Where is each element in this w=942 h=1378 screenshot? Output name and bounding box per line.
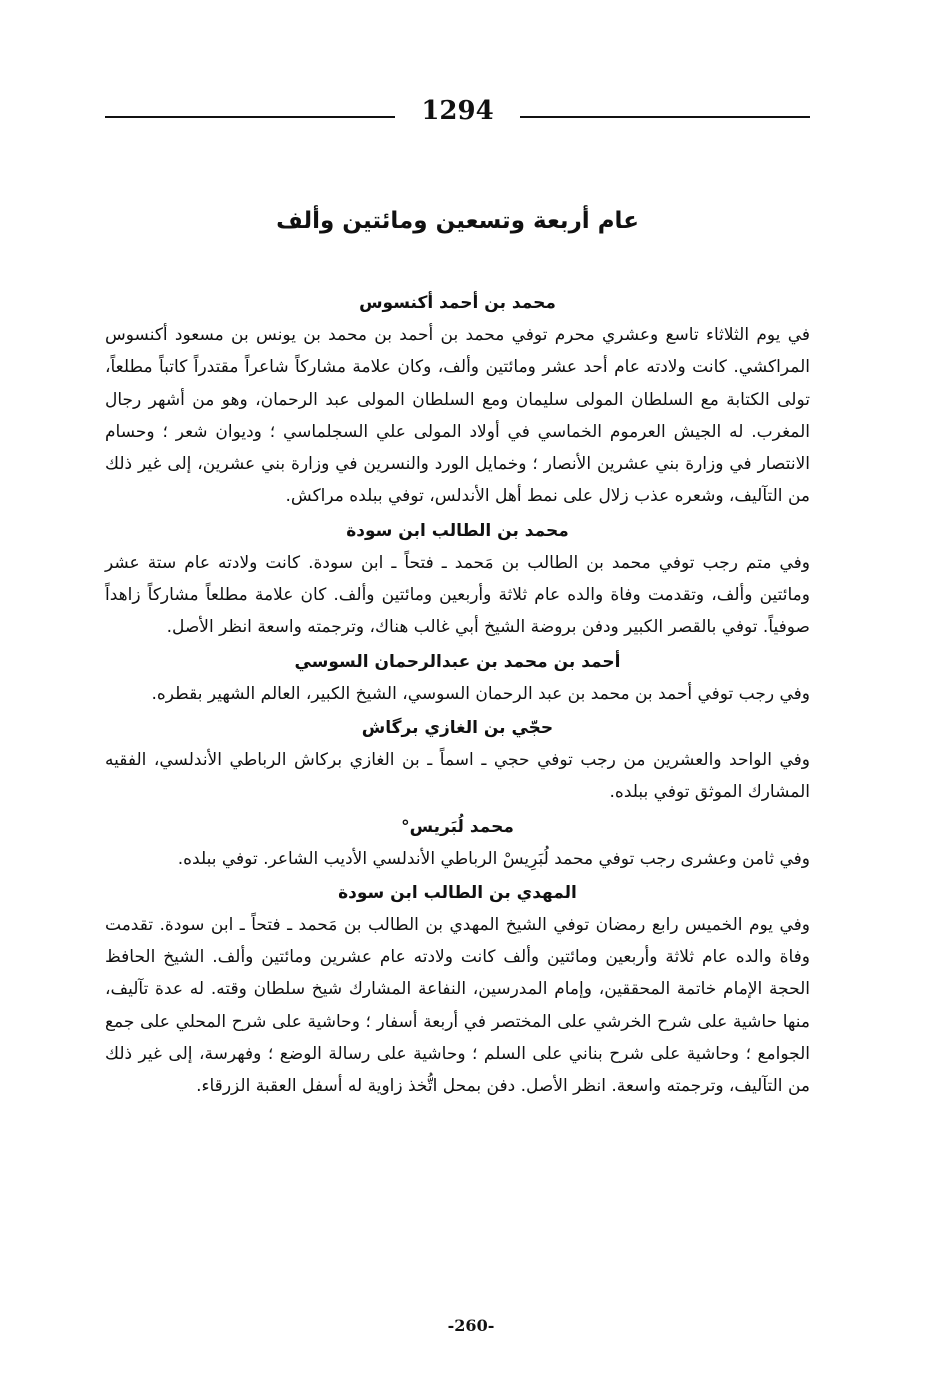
header-rule-right (520, 116, 810, 118)
entry-title: المهدي بن الطالب ابن سودة (338, 882, 577, 903)
entry-title: حجّي بن الغازي برگاش (361, 717, 554, 738)
entry-body: وفي الواحد والعشرين من رجب توفي حجي ـ اسماً ـ بن الغازي بركاش الرباطي الأندلسي، الفقيه المشارك الموثق توفي ببلده. (105, 749, 810, 803)
entry-body: وفي يوم الخميس رابع رمضان توفي الشيخ المهدي بن الطالب بن مَحمد ـ فتحاً ـ ابن سودة. تقدمت وفاة والده عام ثلاثة وأربعين ومائتين وألف كانت ولادته عام عشرين ومائتين وألف. الشيخ الحافظ الحجة الإمام خاتمة المحققين، وإمام المدرسين، النفاعة المشارك شيخ سلطان وقته. له عدة تآليف، منها حاشية على شرح الخرشي على المختصر في أربعة أسفار ؛ وحاشية على شرح المحلي على جمع الجوامع ؛ وحاشية على شرح بناني على السلم ؛ وحاشية على رسالة الوضع ؛ وفهرسة، إلى غير ذلك من التآليف، وترجمته واسعة. انظر الأصل. دفن بمحل اتُّخذ زاوية له أسفل العقبة الزرقاء. (105, 914, 810, 1097)
entry-title: محمد بن الطالب ابن سودة (346, 520, 569, 541)
entry-body: وفي متم رجب توفي محمد بن الطالب بن مَحمد ـ فتحاً ـ ابن سودة. كانت ولادته عام ستة عشر ومائتين وألف، وتقدمت وفاة والده عام ثلاثة وأربعين ومائتين وألف. كان علامة مطلعاً مشاركاً زاهداً صوفياً. توفي بالقصر الكبير ودفن بروضة الشيخ أبي غالب هناك، وترجمته واسعة انظر الأصل. (105, 552, 810, 638)
entry-title: محمد لُبَريس° (401, 816, 514, 837)
entry (105, 515, 810, 644)
page-header (105, 96, 810, 130)
entry (105, 877, 810, 1103)
entry (105, 646, 810, 710)
entry-body: في يوم الثلاثاء تاسع وعشري محرم توفي محمد بن أحمد بن محمد بن يونس بن مسعود أكنسوس المراكشي. كانت ولادته عام أحد عشر ومائتين وألف، وكان علامة مشاركاً شاعراً مقتدراً كاتباً مطلعاً، تولى الكتابة مع السلطان المولى سليمان ومع السلطان المولى عبد الرحمان، وهو من أشهر رجال المغرب. له الجيش العرموم الخماسي في أولاد المولى علي السجلماسي ؛ وديوان شعر ؛ وحسام الانتصار في وزارة بني عشرين الأنصار ؛ وخمايل الورد والنسرين في وزارة بني عشرين، إلى غير ذلك من التآليف، وشعره عذب زلال على نمط أهل الأندلس، توفي ببلده مراكش. (105, 325, 810, 507)
header-year-number: 1294 (421, 96, 494, 126)
entry-body: وفي ثامن وعشرى رجب توفي محمد لُبَرِيسْ الرباطي الأندلسي الأديب الشاعر. توفي ببلده. (177, 848, 810, 869)
entry-title: أحمد بن محمد بن عبدالرحمان السوسي (294, 651, 621, 672)
entry-body: وفي رجب توفي أحمد بن محمد بن عبد الرحمان السوسي، الشيخ الكبير، العالم الشهير بقطره. (151, 683, 810, 704)
entries-container (105, 285, 810, 1103)
entry-title: محمد بن أحمد أكنسوس (359, 293, 556, 313)
entry (105, 287, 810, 513)
footer-page-number: -260- (447, 1316, 495, 1335)
entry (105, 712, 810, 809)
entry (105, 811, 810, 875)
year-title: عام أربعة وتسعين ومائتين وألف (276, 208, 639, 234)
